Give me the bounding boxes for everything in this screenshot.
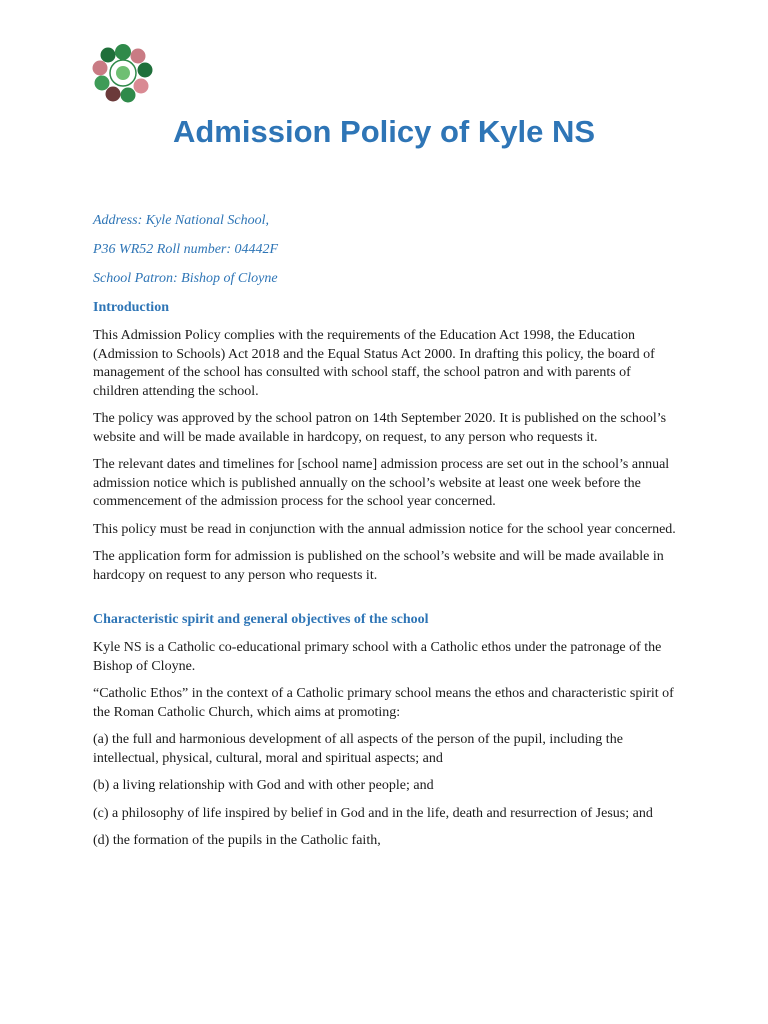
document-body	[93, 212, 678, 860]
introduction-paragraph: This policy must be read in conjunction with the annual admission notice for the school year concerned.	[93, 521, 676, 537]
page-title: Admission Policy of Kyle NS	[172, 114, 596, 149]
roll-number-line: P36 WR52 Roll number: 04442F	[93, 242, 279, 257]
ethos-paragraph: (b) a living relationship with God and with other people; and	[93, 778, 434, 793]
introduction-paragraph: The policy was approved by the school patron on 14th September 2020. It is published on the school’s website and will be made available in hardcopy, on request, to any person who requests it.	[93, 411, 667, 445]
ethos-paragraph: (c) a philosophy of life inspired by belief in God and in the life, death and resurrection of Jesus; and	[93, 805, 653, 821]
introduction-paragraph: The relevant dates and timelines for [school name] admission process are set out in the school’s annual admission notice which is published annually on the school’s website at least one week before the commencement of the admission process for the school year concerned.	[93, 457, 670, 509]
patron-line: School Patron: Bishop of Cloyne	[93, 271, 278, 286]
ethos-paragraph: Kyle NS is a Catholic co-educational primary school with a Catholic ethos under the patronage of the Bishop of Cloyne.	[93, 640, 662, 674]
introduction-heading: Introduction	[93, 300, 169, 315]
introduction-paragraph: The application form for admission is published on the school’s website and will be made available in hardcopy on request to any person who requests it.	[93, 549, 664, 583]
ethos-heading: Characteristic spirit and general objectives of the school	[93, 612, 429, 627]
introduction-paragraph: This Admission Policy complies with the requirements of the Education Act 1998, the Education (Admission to Schools) Act 2018 and the Equal Status Act 2000. In drafting this policy, the board of management of the school has consulted with school staff, the school patron and with parents of children attending the school.	[93, 328, 655, 399]
ethos-paragraph: “Catholic Ethos” in the context of a Catholic primary school means the ethos and characteristic spirit of the Roman Catholic Church, which aims at promoting:	[93, 686, 674, 720]
school-crest-icon	[92, 42, 154, 104]
ethos-paragraph: (d) the formation of the pupils in the Catholic faith,	[93, 833, 381, 848]
ethos-paragraph: (a) the full and harmonious development of all aspects of the person of the pupil, including the intellectual, physical, cultural, moral and spiritual aspects; and	[93, 732, 623, 766]
address-line: Address: Kyle National School,	[93, 213, 270, 228]
